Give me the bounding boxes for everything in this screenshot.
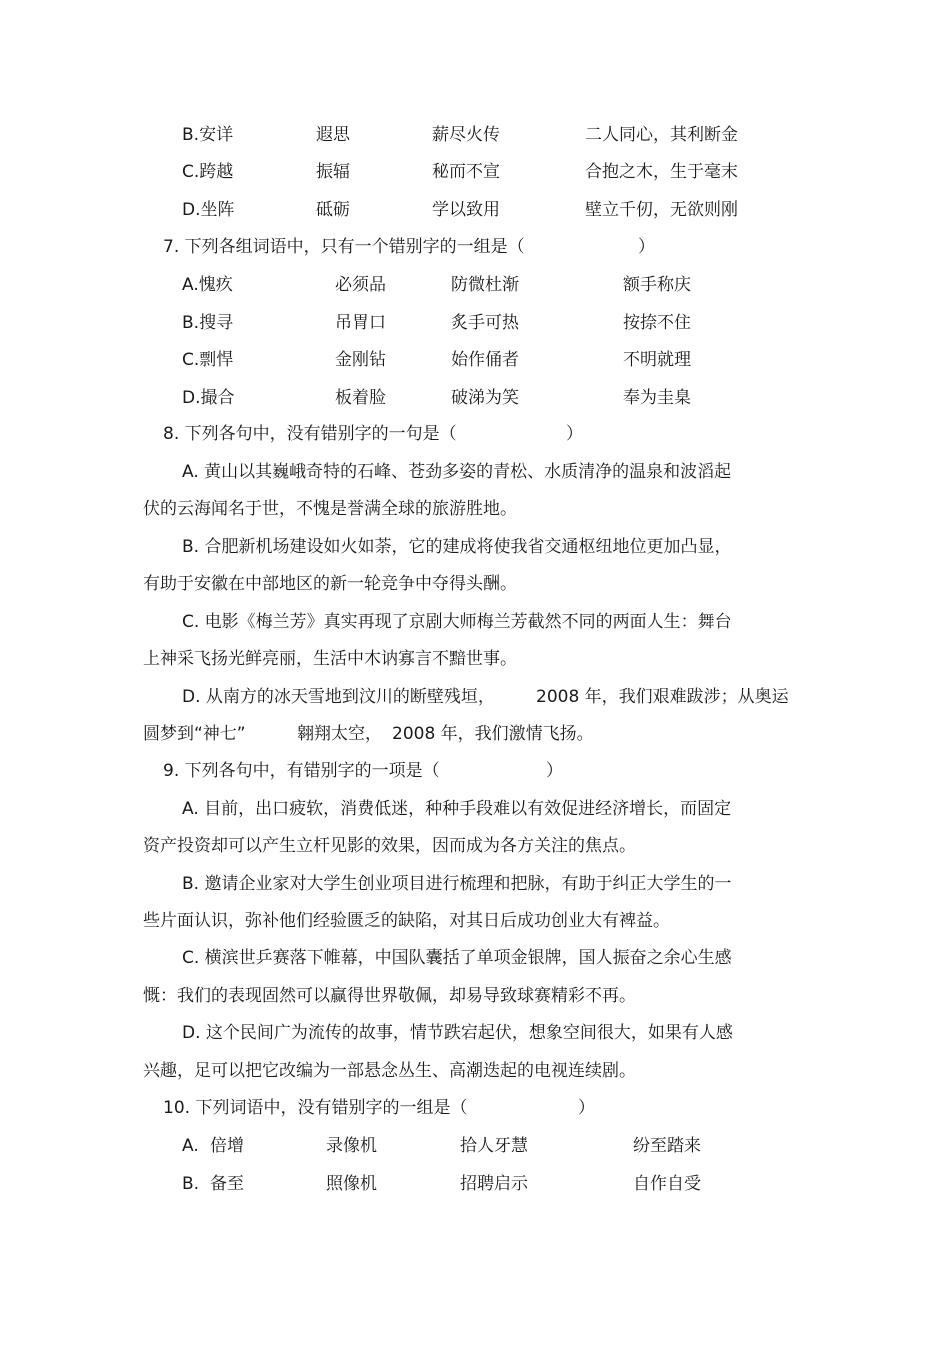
option-word-0: 倍增 bbox=[210, 1136, 244, 1156]
option-word-2: 学以致用 bbox=[432, 200, 500, 220]
option-word-1: 录像机 bbox=[326, 1136, 377, 1156]
option-word-1: 板着脸 bbox=[335, 388, 386, 408]
option-label: B. bbox=[182, 1174, 200, 1194]
option-text: 圆梦到“神七” bbox=[143, 724, 246, 744]
q9-option-d-line2: 兴趣，足可以把它改编为一部悬念丛生、高潮迭起的电视连续剧。 bbox=[143, 1061, 636, 1081]
q8-option-b-line1: B. 合肥新机场建设如火如荼，它的建成将使我省交通枢纽地位更加凸显， bbox=[182, 537, 732, 557]
option-word-3: 奉为圭臬 bbox=[623, 388, 691, 408]
q9-option-a-line2: 资产投资却可以产生立杆见影的效果，因而成为各方关注的焦点。 bbox=[143, 836, 636, 856]
option-word-3: 纷至踏来 bbox=[633, 1136, 701, 1156]
q9-option-c-line1: C. 横滨世乒赛落下帷幕，中国队囊括了单项金银牌，国人振奋之余心生感 bbox=[182, 948, 732, 968]
option-label: A. bbox=[182, 1136, 199, 1156]
option-label: C.跨越 bbox=[182, 162, 234, 182]
q9-option-a-line1: A. 目前，出口疲软，消费低迷，种种手段难以有效促进经济增长，而固定 bbox=[182, 799, 732, 819]
q8-option-a-line1: A. 黄山以其巍峨奇特的石峰、苍劲多姿的青松、水质清净的温泉和波滔起 bbox=[182, 462, 732, 482]
option-word-3: 额手称庆 bbox=[623, 275, 691, 295]
question-text: 7. 下列各组词语中，只有一个错别字的一组是（ bbox=[163, 237, 525, 257]
option-word-2: 炙手可热 bbox=[451, 313, 519, 333]
option-word-1: 金刚钻 bbox=[335, 350, 386, 370]
option-word-1: 必须品 bbox=[335, 275, 386, 295]
option-word-3: 壁立千仞，无欲则刚 bbox=[585, 200, 738, 220]
option-text: 2008 年，我们激情飞扬。 bbox=[392, 724, 594, 744]
answer-bracket-close: ） bbox=[638, 237, 655, 257]
option-word-3: 二人同心，其利断金 bbox=[585, 125, 738, 145]
option-text: 翱翔太空， bbox=[297, 724, 382, 744]
option-word-2: 薪尽火传 bbox=[432, 125, 500, 145]
option-word-1: 照像机 bbox=[326, 1174, 377, 1194]
option-word-2: 招聘启示 bbox=[460, 1174, 528, 1194]
option-word-3: 合抱之木，生于毫末 bbox=[585, 162, 738, 182]
option-word-3: 自作自受 bbox=[633, 1174, 701, 1194]
q8-option-b-line2: 有助于安徽在中部地区的新一轮竞争中夺得头酬。 bbox=[143, 574, 517, 594]
option-label: B.安详 bbox=[182, 125, 234, 145]
option-label: D.坐阵 bbox=[182, 200, 235, 220]
answer-bracket-close: ） bbox=[566, 424, 583, 444]
q9-option-b-line2: 些片面认识，弥补他们经验匮乏的缺陷，对其日后成功创业大有裨益。 bbox=[143, 911, 670, 931]
option-label: B.搜寻 bbox=[182, 313, 234, 333]
q9-option-b-line1: B. 邀请企业家对大学生创业项目进行梳理和把脉，有助于纠正大学生的一 bbox=[182, 874, 732, 894]
option-word-2: 拾人牙慧 bbox=[460, 1136, 528, 1156]
option-word-1: 砥砺 bbox=[316, 200, 350, 220]
option-word-2: 秘而不宣 bbox=[432, 162, 500, 182]
q9-option-d-line1: D. 这个民间广为流传的故事，情节跌宕起伏，想象空间很大，如果有人感 bbox=[182, 1023, 733, 1043]
question-text: 10. 下列词语中，没有错别字的一组是（ bbox=[163, 1098, 468, 1118]
question-text: 8. 下列各句中，没有错别字的一句是（ bbox=[163, 424, 457, 444]
option-word-1: 振辐 bbox=[316, 162, 350, 182]
q8-option-c-line1: C. 电影《梅兰芳》真实再现了京剧大师梅兰芳截然不同的两面人生：舞台 bbox=[182, 612, 732, 632]
option-word-3: 按捺不住 bbox=[623, 313, 691, 333]
option-word-2: 始作俑者 bbox=[451, 350, 519, 370]
option-word-3: 不明就理 bbox=[623, 350, 691, 370]
option-label: A.愧疚 bbox=[182, 275, 233, 295]
option-text: D. 从南方的冰天雪地到汶川的断壁残垣， bbox=[182, 687, 495, 707]
question-text: 9. 下列各句中，有错别字的一项是（ bbox=[163, 761, 440, 781]
option-label: D.撮合 bbox=[182, 388, 235, 408]
q9-option-c-line2: 慨：我们的表现固然可以赢得世界敬佩，却易导致球赛精彩不再。 bbox=[143, 986, 636, 1006]
option-word-0: 备至 bbox=[210, 1174, 244, 1194]
option-word-1: 吊胃口 bbox=[335, 313, 386, 333]
q8-option-a-line2: 伏的云海闻名于世，不愧是誉满全球的旅游胜地。 bbox=[143, 499, 517, 519]
option-text: 2008 年，我们艰难跋涉；从奥运 bbox=[536, 687, 789, 707]
answer-bracket-close: ） bbox=[578, 1098, 595, 1118]
q8-option-c-line2: 上神采飞扬光鲜亮丽，生活中木讷寡言不黯世事。 bbox=[143, 649, 517, 669]
option-word-2: 破涕为笑 bbox=[451, 388, 519, 408]
answer-bracket-close: ） bbox=[546, 761, 563, 781]
option-label: C.剽悍 bbox=[182, 350, 234, 370]
option-word-1: 遐思 bbox=[316, 125, 350, 145]
option-word-2: 防微杜渐 bbox=[451, 275, 519, 295]
